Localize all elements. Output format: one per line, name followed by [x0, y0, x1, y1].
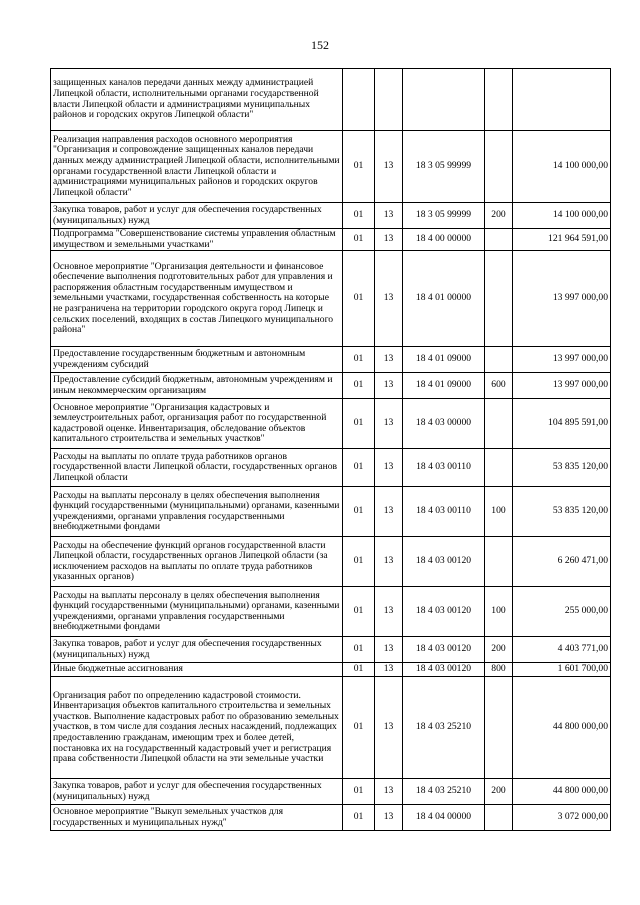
row-description: Организация работ по определению кадастровой стоимости. Инвентаризация объектов капитального строительства и земельных участков. Выполнение кадастровых работ по образованию земельных участков, в том числе для создания лесных насаждений, подлежащих предоставлению гражданам, имеющим трех и более детей, постановка их на государственный кадастровый учет и регистрация права собственности Липецкой области на эти земельные участки	[51, 677, 343, 779]
row-subsection-code: 13	[375, 779, 403, 805]
row-amount: 4 403 771,00	[513, 637, 611, 663]
row-subsection-code: 13	[375, 487, 403, 537]
row-expense-type-code	[485, 537, 513, 587]
row-description: Расходы на выплаты персоналу в целях обеспечения выполнения функций государственными (муниципальными) органами, казенными учреждениями, органами управления государственными внебюджетными фондами	[51, 587, 343, 637]
row-target-code: 18 4 03 00110	[403, 487, 485, 537]
row-subsection-code: 13	[375, 677, 403, 779]
row-amount: 14 100 000,00	[513, 131, 611, 203]
row-section-code: 01	[343, 805, 375, 831]
row-amount: 13 997 000,00	[513, 373, 611, 399]
row-target-code: 18 3 05 99999	[403, 131, 485, 203]
row-expense-type-code	[485, 69, 513, 131]
row-expense-type-code: 200	[485, 203, 513, 229]
row-amount: 1 601 700,00	[513, 663, 611, 677]
row-section-code: 01	[343, 779, 375, 805]
row-description: Закупка товаров, работ и услуг для обеспечения государственных (муниципальных) нужд	[51, 637, 343, 663]
row-amount	[513, 69, 611, 131]
row-description: Закупка товаров, работ и услуг для обеспечения государственных (муниципальных) нужд	[51, 203, 343, 229]
row-expense-type-code: 100	[485, 587, 513, 637]
row-target-code: 18 4 03 00110	[403, 449, 485, 487]
row-section-code: 01	[343, 663, 375, 677]
row-target-code: 18 4 03 00000	[403, 399, 485, 449]
row-subsection-code: 13	[375, 131, 403, 203]
row-section-code: 01	[343, 229, 375, 251]
table-body	[51, 69, 611, 831]
row-amount: 104 895 591,00	[513, 399, 611, 449]
row-description: Расходы на выплаты персоналу в целях обеспечения выполнения функций государственными (муниципальными) органами, казенными учреждениями, органами управления государственными внебюджетными фондами	[51, 487, 343, 537]
row-section-code: 01	[343, 637, 375, 663]
row-description: Основное мероприятие "Выкуп земельных участков для государственных и муниципальных нужд"	[51, 805, 343, 831]
row-expense-type-code	[485, 677, 513, 779]
row-target-code: 18 4 01 00000	[403, 251, 485, 347]
row-description: Расходы на обеспечение функций органов государственной власти Липецкой области, государственных органов Липецкой области (за исключением расходов на выплаты по оплате труда работников указанных органов)	[51, 537, 343, 587]
row-amount: 121 964 591,00	[513, 229, 611, 251]
table-row	[51, 347, 611, 373]
row-section-code: 01	[343, 677, 375, 779]
row-description: Реализация направления расходов основного мероприятия "Организация и сопровождение защищенных каналов передачи данных между администрацией Липецкой области, исполнительными органами государственной власти Липецкой области и администрациями муниципальных районов и городских округов Липецкой области"	[51, 131, 343, 203]
row-amount: 6 260 471,00	[513, 537, 611, 587]
row-subsection-code: 13	[375, 637, 403, 663]
row-target-code: 18 4 04 00000	[403, 805, 485, 831]
row-subsection-code: 13	[375, 449, 403, 487]
table-row	[51, 637, 611, 663]
table-row	[51, 449, 611, 487]
row-target-code: 18 4 03 00120	[403, 637, 485, 663]
row-subsection-code: 13	[375, 203, 403, 229]
table-row	[51, 131, 611, 203]
row-section-code: 01	[343, 587, 375, 637]
row-amount: 44 800 000,00	[513, 677, 611, 779]
row-amount: 53 835 120,00	[513, 487, 611, 537]
row-amount: 13 997 000,00	[513, 347, 611, 373]
row-amount: 14 100 000,00	[513, 203, 611, 229]
row-section-code: 01	[343, 487, 375, 537]
table-row	[51, 537, 611, 587]
row-target-code: 18 4 00 00000	[403, 229, 485, 251]
row-expense-type-code: 800	[485, 663, 513, 677]
row-subsection-code: 13	[375, 251, 403, 347]
row-target-code: 18 4 03 00120	[403, 663, 485, 677]
row-subsection-code: 13	[375, 537, 403, 587]
row-subsection-code: 13	[375, 805, 403, 831]
page-number: 152	[311, 38, 329, 52]
table-row	[51, 587, 611, 637]
row-section-code: 01	[343, 131, 375, 203]
table-row	[51, 251, 611, 347]
table-row	[51, 487, 611, 537]
row-target-code: 18 4 01 09000	[403, 347, 485, 373]
table-row	[51, 399, 611, 449]
row-expense-type-code	[485, 131, 513, 203]
row-section-code: 01	[343, 373, 375, 399]
table-row	[51, 677, 611, 779]
row-section-code: 01	[343, 537, 375, 587]
row-target-code: 18 4 03 00120	[403, 587, 485, 637]
row-expense-type-code: 200	[485, 637, 513, 663]
row-subsection-code	[375, 69, 403, 131]
row-description: Предоставление субсидий бюджетным, автономным учреждениям и иным некоммерческим организациям	[51, 373, 343, 399]
table-row	[51, 229, 611, 251]
budget-table	[50, 68, 611, 831]
row-target-code: 18 4 03 00120	[403, 537, 485, 587]
row-description: Иные бюджетные ассигнования	[51, 663, 343, 677]
row-subsection-code: 13	[375, 229, 403, 251]
row-expense-type-code: 200	[485, 779, 513, 805]
row-subsection-code: 13	[375, 663, 403, 677]
row-expense-type-code	[485, 449, 513, 487]
row-target-code: 18 3 05 99999	[403, 203, 485, 229]
row-subsection-code: 13	[375, 587, 403, 637]
row-target-code: 18 4 03 25210	[403, 779, 485, 805]
row-description: Предоставление государственным бюджетным и автономным учреждениям субсидий	[51, 347, 343, 373]
row-expense-type-code: 100	[485, 487, 513, 537]
row-amount: 44 800 000,00	[513, 779, 611, 805]
row-description: защищенных каналов передачи данных между администрацией Липецкой области, исполнительными органами государственной власти Липецкой области и администрациями муниципальных районов и городских округов Липецкой области"	[51, 69, 343, 131]
row-amount: 13 997 000,00	[513, 251, 611, 347]
row-section-code	[343, 69, 375, 131]
table-row	[51, 203, 611, 229]
table-row	[51, 805, 611, 831]
table-row	[51, 663, 611, 677]
row-subsection-code: 13	[375, 373, 403, 399]
row-section-code: 01	[343, 449, 375, 487]
row-amount: 53 835 120,00	[513, 449, 611, 487]
table-row	[51, 373, 611, 399]
row-expense-type-code	[485, 399, 513, 449]
row-target-code: 18 4 01 09000	[403, 373, 485, 399]
row-target-code: 18 4 03 25210	[403, 677, 485, 779]
row-section-code: 01	[343, 347, 375, 373]
table-row	[51, 779, 611, 805]
row-section-code: 01	[343, 251, 375, 347]
row-subsection-code: 13	[375, 399, 403, 449]
row-description: Основное мероприятие "Организация кадастровых и землеустроительных работ, организация работ по государственной кадастровой оценке. Инвентаризация, обследование объектов капитального строительства и земельных участков"	[51, 399, 343, 449]
row-expense-type-code	[485, 347, 513, 373]
row-section-code: 01	[343, 399, 375, 449]
row-amount: 255 000,00	[513, 587, 611, 637]
table-row	[51, 69, 611, 131]
row-target-code	[403, 69, 485, 131]
row-subsection-code: 13	[375, 347, 403, 373]
row-expense-type-code	[485, 229, 513, 251]
row-expense-type-code: 600	[485, 373, 513, 399]
row-amount: 3 072 000,00	[513, 805, 611, 831]
row-description: Основное мероприятие "Организация деятельности и финансовое обеспечение выполнения подготовительных работ для управления и распоряжения областным государственным имуществом и земельными участками, государственная собственность на которые не разграничена на территории городского округа город Липецк и сельских поселений, входящих в состав Липецкого муниципального района"	[51, 251, 343, 347]
row-section-code: 01	[343, 203, 375, 229]
row-description: Закупка товаров, работ и услуг для обеспечения государственных (муниципальных) нужд	[51, 779, 343, 805]
row-description: Подпрограмма "Совершенствование системы управления областным имуществом и земельными участками"	[51, 229, 343, 251]
row-expense-type-code	[485, 251, 513, 347]
row-expense-type-code	[485, 805, 513, 831]
row-description: Расходы на выплаты по оплате труда работников органов государственной власти Липецкой области, государственных органов Липецкой области	[51, 449, 343, 487]
